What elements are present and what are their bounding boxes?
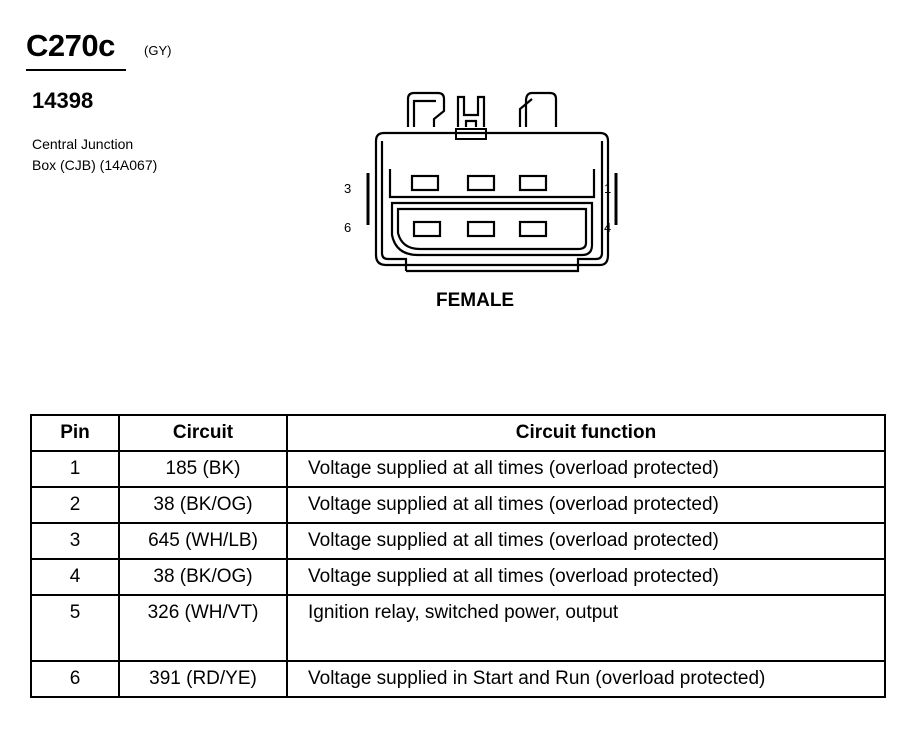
circuit-cell: 326 (WH/VT) <box>119 595 287 661</box>
circuit-cell: 185 (BK) <box>119 451 287 487</box>
function-cell: Voltage supplied at all times (overload protected) <box>287 487 885 523</box>
pin-label-6: 6 <box>344 220 352 235</box>
header-function: Circuit function <box>287 415 885 451</box>
connector-color-code: (GY) <box>144 43 172 58</box>
pin-cell: 4 <box>31 559 119 595</box>
header-circuit: Circuit <box>119 415 287 451</box>
header-pin: Pin <box>31 415 119 451</box>
pin-label-1: 1 <box>604 181 612 196</box>
table-row <box>31 523 885 559</box>
pin-label-3: 3 <box>344 181 352 196</box>
terminal-5 <box>468 222 494 236</box>
terminal-6 <box>414 222 440 236</box>
pin-cell: 3 <box>31 523 119 559</box>
table-row <box>31 661 885 697</box>
connector-gender-label: FEMALE <box>436 290 515 311</box>
right-latch <box>526 93 556 127</box>
connector-housing <box>376 133 608 265</box>
function-cell: Voltage supplied in Start and Run (overload protected) <box>287 661 885 697</box>
terminal-3 <box>412 176 438 190</box>
connector-face-diagram <box>330 85 630 285</box>
description-line-2: Box (CJB) (14A067) <box>32 157 158 173</box>
table-row <box>31 487 885 523</box>
terminal-4 <box>520 222 546 236</box>
center-latch <box>458 97 484 127</box>
description-line-1: Central Junction <box>32 136 134 152</box>
pin-cell: 5 <box>31 595 119 661</box>
function-cell: Voltage supplied at all times (overload protected) <box>287 523 885 559</box>
part-number: 14398 <box>32 88 94 113</box>
circuit-cell: 391 (RD/YE) <box>119 661 287 697</box>
function-cell: Ignition relay, switched power, output <box>287 595 885 661</box>
table-header-row <box>31 415 885 451</box>
keyed-cavity <box>392 203 592 255</box>
function-cell: Voltage supplied at all times (overload protected) <box>287 559 885 595</box>
terminal-2 <box>468 176 494 190</box>
table-row <box>31 559 885 595</box>
terminal-1 <box>520 176 546 190</box>
circuit-cell: 645 (WH/LB) <box>119 523 287 559</box>
pinout-table <box>30 414 886 698</box>
pin-cell: 2 <box>31 487 119 523</box>
circuit-cell: 38 (BK/OG) <box>119 559 287 595</box>
table-row <box>31 451 885 487</box>
connector-id: C270c <box>26 28 115 63</box>
pin-cell: 1 <box>31 451 119 487</box>
pin-cell: 6 <box>31 661 119 697</box>
circuit-cell: 38 (BK/OG) <box>119 487 287 523</box>
pin-label-4: 4 <box>604 220 612 235</box>
function-cell: Voltage supplied at all times (overload protected) <box>287 451 885 487</box>
table-row <box>31 595 885 661</box>
title-underline <box>26 69 126 71</box>
